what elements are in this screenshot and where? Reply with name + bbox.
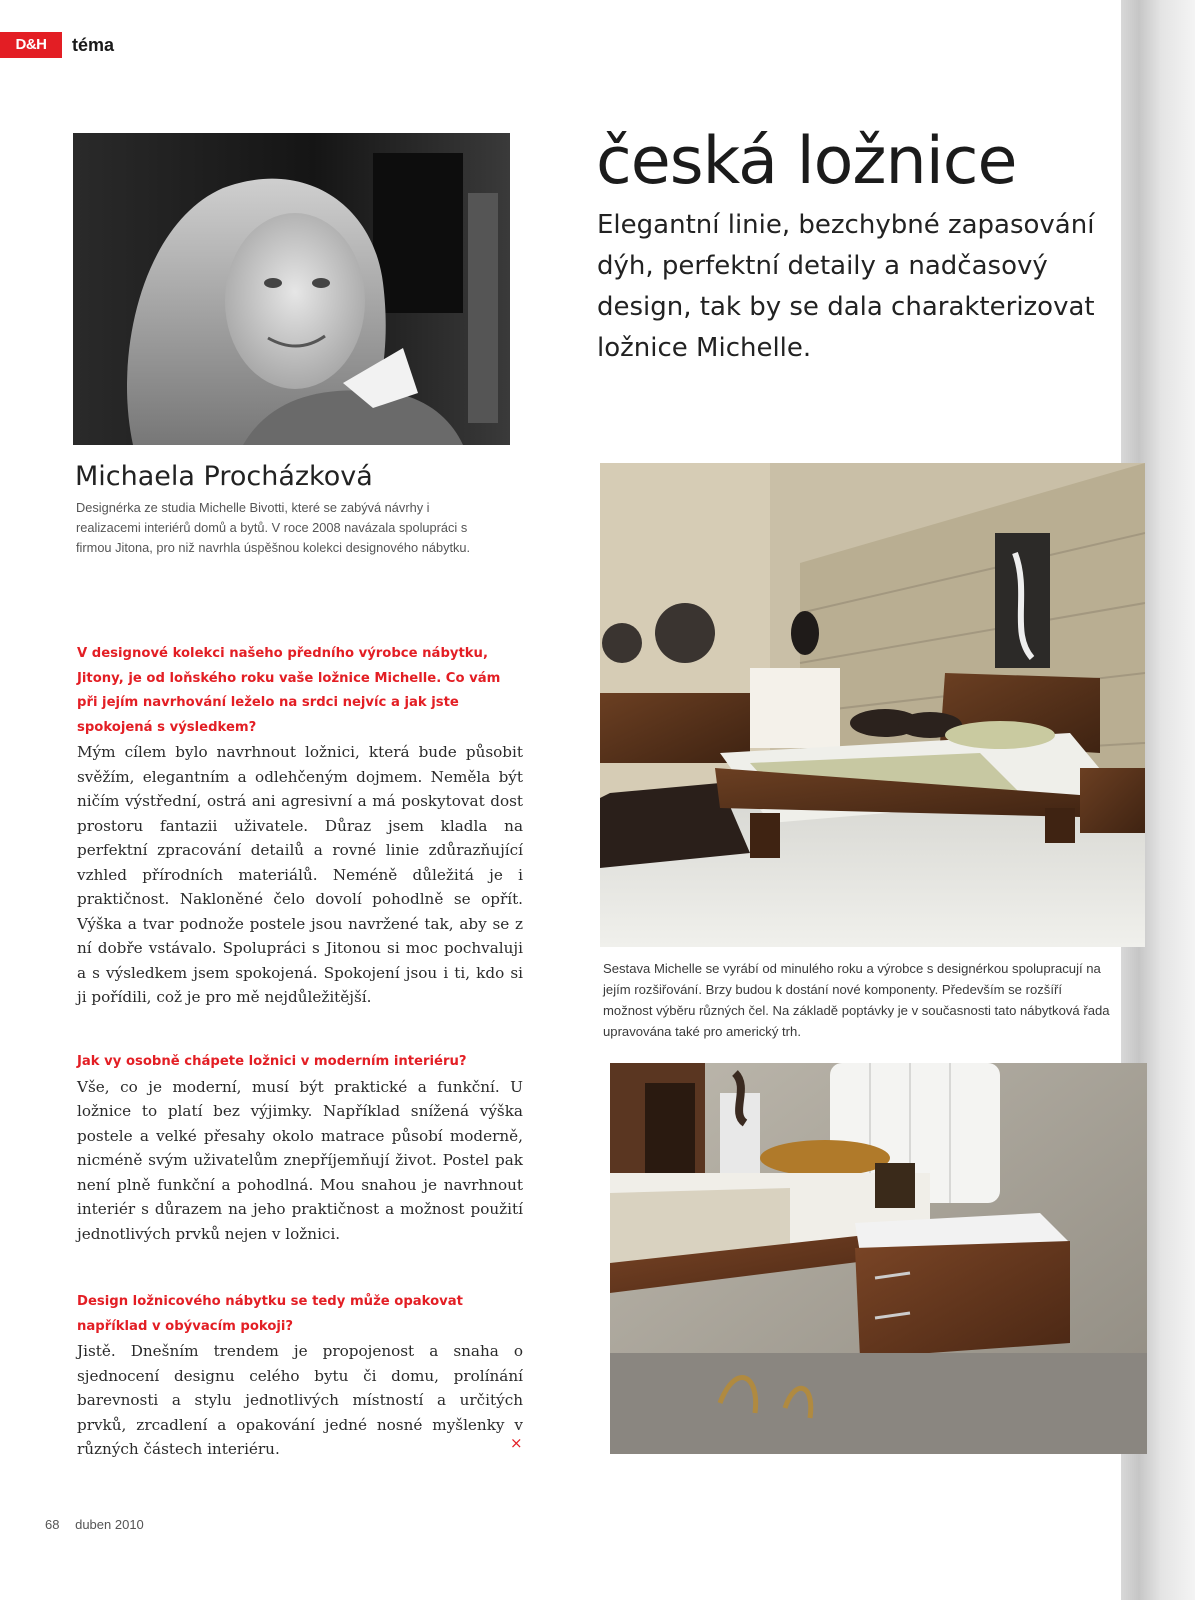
section-label: téma bbox=[72, 35, 115, 55]
article-lead: Elegantní linie, bezchybné zapasování dýh, perfektní detaily a nadčasový design, tak by se dala charakterizovat ložnice Michelle. bbox=[597, 210, 1095, 363]
page-footer bbox=[45, 1517, 156, 1532]
bedroom-detail-photo bbox=[610, 1063, 1147, 1454]
designer-name: Michaela Procházková bbox=[75, 461, 373, 492]
article-title: česká ložnice bbox=[596, 124, 1017, 199]
interview-block bbox=[77, 1290, 523, 1462]
portrait-photo bbox=[73, 133, 510, 445]
photo-caption: Sestava Michelle se vyrábí od minulého roku a výrobce s designérkou spolupracují na jejím rozšiřování. Brzy budou k dostání nové komponenty. Především se rozšíří možnost výběru různých čel. Na základě poptávky je v současnosti tato nábytková řada upravována také pro americký trh. bbox=[603, 961, 1110, 1039]
designer-bio: Designérka ze studia Michelle Bivotti, které se zabývá návrhy i realizacemi interiérů domů a bytů. V roce 2008 navázala spolupráci s firmou Jitona, pro niž navrhla úspěšnou kolekci designového nábytku. bbox=[76, 500, 471, 555]
magazine-logo: D&H bbox=[0, 32, 62, 58]
interview-answer: Mým cílem bylo navrhnout ložnici, která bude působit svěžím, elegantním a odlehčeným dojmem. Neměla být ničím výstřední, ostrá ani agresivní a má poskytovat dost prostoru fantazii uživatele. Důraz jsem kladla na perfektní zpracování detailů a rovné linie zdůrazňující vzhled přírodních materiálů. Nemén​ě důležitá je i praktičnost. Nakloněné čelo dovolí pohodlně se opřít. Výška a tvar podnože postele jsou navržené tak, aby se z ní dobře vstávalo. Spolupráci s Jitonou si moc pochvaluji a s výsledkem jsem spokojená. Spokojení jsou i ti, kdo si ji pořídili, což je pro mě nejdůležitější. bbox=[77, 743, 523, 1006]
interview-answer: Jistě. Dnešním trendem je propojenost a snaha o sjednocení designu celého bytu či domu, prolínání barevnosti a stylu jednotlivých místností a určitých prvků, zrcadlení a opakování jedné nosné myšlenky v různých částech interiéru. bbox=[77, 1342, 523, 1458]
interview-block bbox=[77, 1050, 523, 1246]
interview-question: Design ložnicového nábytku se tedy může opakovat například v obývacím pokoji? bbox=[77, 1294, 463, 1334]
interview-block bbox=[77, 642, 523, 1010]
page-number: 68 bbox=[45, 1517, 60, 1532]
bedroom-photo bbox=[600, 463, 1145, 947]
end-mark-icon: × bbox=[510, 1434, 523, 1452]
interview-answer: Vše, co je moderní, musí být praktické a funkční. U ložnice to platí bez výjimky. Například snížená výška postele a velké přesahy okolo matrace působí moderně, nicméně svým uživatelům znepříjemňují život. Postel pak není plně funkční a pohodlná. Mou snahou je navrhnout interiér s důrazem na jeho praktičnost a možnost použití jednotlivých prvků nejen v ložnici. bbox=[77, 1077, 523, 1243]
interview-question: Jak vy osobně chápete ložnici v moderním interiéru? bbox=[77, 1054, 467, 1069]
issue-date: duben 2010 bbox=[75, 1517, 144, 1532]
interview-question: V designové kolekci našeho předního výrobce nábytku, Jitony, je od loňského roku vaše ložnice Michelle. Co vám při jejím navrhování leželo na srdci nejvíc a jak jste spokojená s výsledkem? bbox=[77, 646, 501, 735]
